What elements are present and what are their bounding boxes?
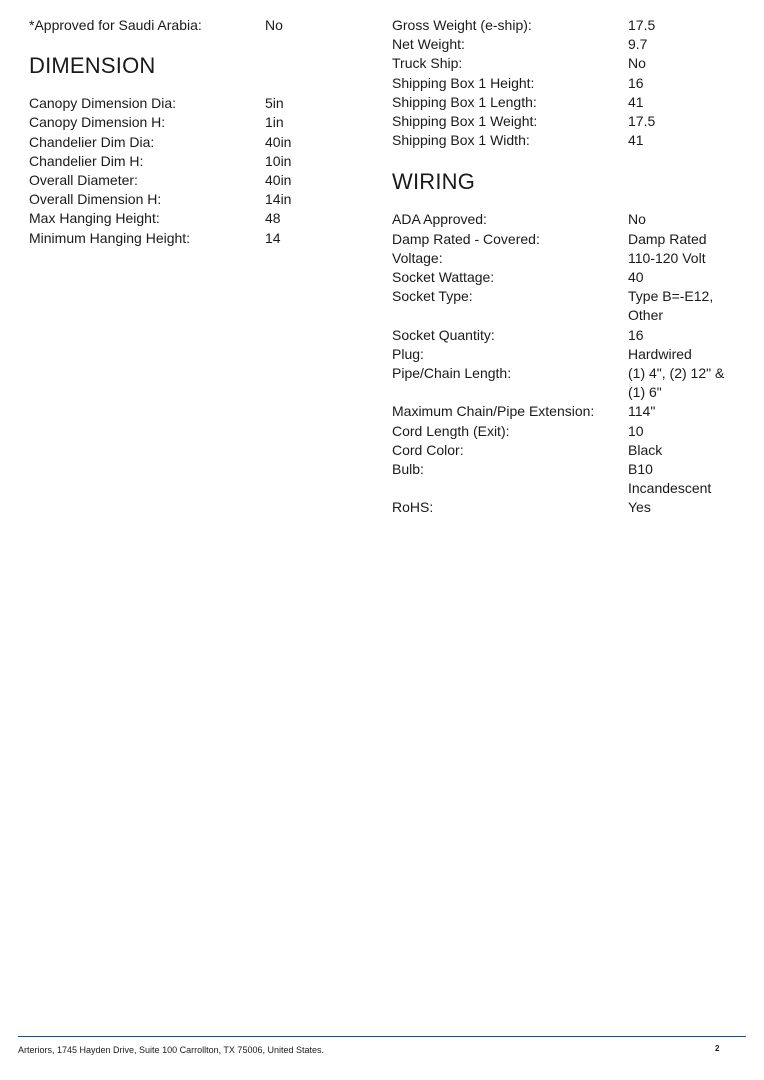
spec-label: Overall Diameter:: [29, 172, 138, 189]
spec-value: 5in: [265, 95, 284, 112]
spec-row: [29, 171, 359, 190]
spec-row: [392, 326, 752, 345]
spec-row: [29, 113, 359, 132]
spec-value: Damp Rated: [628, 230, 707, 247]
spec-label: Gross Weight (e-ship):: [392, 17, 532, 33]
spec-label: Truck Ship:: [392, 55, 463, 72]
spec-value: 41: [628, 93, 644, 110]
spec-value: 9.7: [628, 36, 648, 53]
spec-label: Minimum Hanging Height:: [29, 229, 191, 246]
spec-label: RoHS:: [392, 499, 434, 516]
spec-value: Black: [628, 441, 663, 458]
spec-row: [392, 268, 752, 287]
spec-label: Shipping Box 1 Weight:: [392, 113, 538, 130]
spec-value: 110-120 Volt: [628, 249, 706, 266]
spec-label: ADA Approved:: [392, 211, 487, 228]
spec-row: [392, 74, 752, 93]
spec-label: Net Weight:: [392, 36, 465, 53]
spec-label: Shipping Box 1 Length:: [392, 93, 537, 110]
spec-value: 16: [628, 74, 644, 91]
spec-row: [392, 112, 752, 131]
spec-row: [392, 460, 752, 498]
spec-value: 40in: [265, 133, 292, 150]
spec-row: [29, 209, 359, 228]
spec-label: Pipe/Chain Length:: [392, 365, 512, 382]
spec-label: Plug:: [392, 345, 424, 362]
spec-row: [392, 441, 752, 460]
spec-label: Chandelier Dim Dia:: [29, 133, 155, 150]
left-column: [29, 16, 359, 248]
spec-row: [392, 131, 752, 150]
spec-row: [29, 94, 359, 113]
spec-value: B10 Incandescent: [628, 461, 712, 497]
spec-value: 41: [628, 132, 644, 149]
spec-value: (1) 4", (2) 12" & (1) 6": [628, 365, 725, 401]
spec-value: 14: [265, 229, 281, 246]
spec-row: [392, 16, 752, 35]
spec-label: Cord Color:: [392, 441, 464, 458]
spec-label: Socket Quantity:: [392, 326, 495, 343]
spec-value: 1in: [265, 114, 284, 131]
spec-label: Chandelier Dim H:: [29, 152, 144, 169]
spec-value: No: [628, 55, 646, 72]
footer-divider: [18, 1036, 746, 1037]
spec-value: 17.5: [628, 17, 656, 33]
spec-value: 40: [628, 269, 644, 286]
spec-value: 114": [628, 403, 656, 420]
dimension-list: [29, 94, 359, 248]
spec-value: 17.5: [628, 113, 656, 130]
page-number: 2: [715, 1044, 720, 1053]
dimension-heading: DIMENSION: [29, 53, 156, 79]
spec-label: Cord Length (Exit):: [392, 422, 510, 439]
spec-label: Socket Type:: [392, 288, 473, 305]
spec-row: [392, 249, 752, 268]
spec-row: [392, 287, 752, 325]
wiring-list: [392, 210, 752, 517]
spec-row: [392, 210, 752, 229]
spec-label: Shipping Box 1 Height:: [392, 74, 535, 91]
shipping-list: [392, 16, 752, 150]
spec-label: Shipping Box 1 Width:: [392, 132, 530, 149]
spec-value: 10: [628, 422, 644, 439]
spec-label: Socket Wattage:: [392, 269, 495, 286]
spec-value: No: [265, 17, 283, 33]
spec-value: 40in: [265, 172, 292, 189]
right-column: [392, 16, 752, 518]
spec-row: [392, 54, 752, 73]
wiring-heading: WIRING: [392, 169, 476, 195]
spec-value: 10in: [265, 152, 292, 169]
spec-row: [392, 35, 752, 54]
spec-value: Type B=-E12, Other: [628, 288, 714, 324]
spec-row: [392, 422, 752, 441]
spec-row: [392, 402, 752, 421]
spec-row: [392, 364, 752, 402]
spec-row: [29, 152, 359, 171]
spec-row: [29, 133, 359, 152]
spec-value: No: [628, 211, 646, 228]
spec-row: [29, 190, 359, 209]
footer-address: Arteriors, 1745 Hayden Drive, Suite 100 Carrollton, TX 75006, United States.: [18, 1045, 324, 1055]
spec-label: Max Hanging Height:: [29, 210, 160, 227]
spec-value: Hardwired: [628, 345, 692, 362]
spec-value: 48: [265, 210, 281, 227]
spec-value: 14in: [265, 191, 292, 208]
spec-label: Bulb:: [392, 461, 424, 478]
spec-row-approved-saudi-arabia: [29, 16, 359, 35]
spec-row: [392, 230, 752, 249]
spec-row: [29, 229, 359, 248]
spec-row: [392, 498, 752, 517]
spec-label: Damp Rated - Covered:: [392, 230, 540, 247]
spec-value: Yes: [628, 499, 651, 516]
spec-row: [392, 345, 752, 364]
spec-value: 16: [628, 326, 644, 343]
spec-label: Maximum Chain/Pipe Extension:: [392, 403, 595, 420]
spec-label: Canopy Dimension Dia:: [29, 95, 177, 112]
spec-row: [392, 93, 752, 112]
spec-label: Voltage:: [392, 249, 443, 266]
spec-label: *Approved for Saudi Arabia:: [29, 17, 202, 33]
spec-label: Canopy Dimension H:: [29, 114, 166, 131]
spec-label: Overall Dimension H:: [29, 191, 162, 208]
